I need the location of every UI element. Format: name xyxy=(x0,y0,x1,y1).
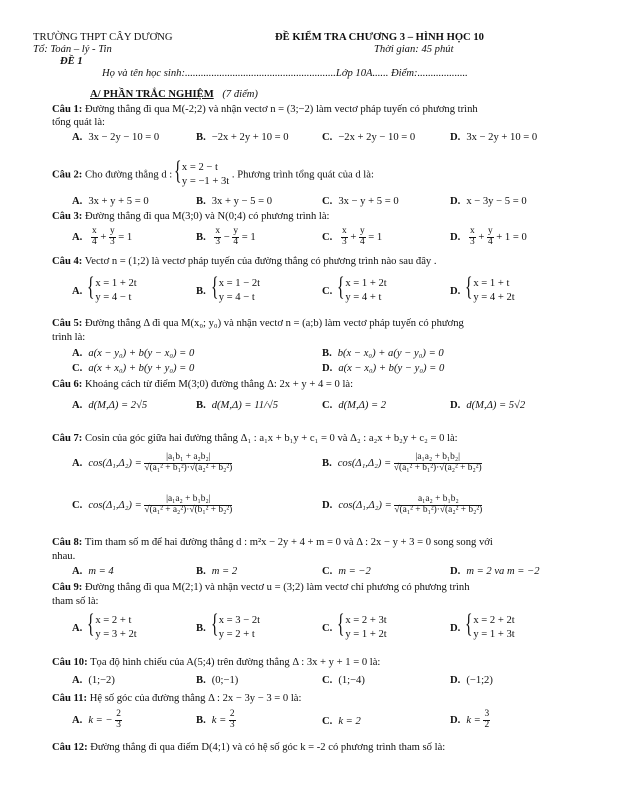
school-name: TRƯỜNG THPT CÂY DƯƠNG xyxy=(33,32,173,43)
option-a: A. { x = 1 + 2t y = 4 − t xyxy=(72,277,137,306)
option-d: D. x − 3y − 5 = 0 xyxy=(450,196,527,207)
question-text: Vectơ n = (1;2) là vectơ pháp tuyến của đường thẳng có phương trình nào sau đây . xyxy=(84,256,437,267)
option-c: C. { x = 2 + 3t y = 1 + 2t xyxy=(322,614,387,643)
option-d: D. cos(Δ₁,Δ₂) = $\frac{\text{a₁a₂ + b₁b₂}}{\text{√(a₁² + b₁²)·√(a₂² + b₂²)}}$ xyxy=(322,494,483,515)
option-d: D. a(x − x₀) + b(y − y₀) = 0 xyxy=(322,363,445,374)
question-5 xyxy=(52,318,464,330)
question-label: Câu 10: xyxy=(52,657,88,668)
section-title-text: A/ PHẦN TRẮC NGHIỆM xyxy=(90,89,214,100)
question-6 xyxy=(52,379,353,391)
question-3 xyxy=(52,211,330,223)
student-info-line: Họ và tên học sinh:.........................................................Lớp 10A...... Điểm:................... xyxy=(102,68,468,79)
option-c: C. −2x + 2y − 10 = 0 xyxy=(322,132,416,143)
option-b: B. d(M,Δ) = 11/√5 xyxy=(196,400,279,411)
option-a: A. { x = 2 + t y = 3 + 2t xyxy=(72,614,137,643)
option-a: A. a(x − y₀) + b(y − x₀) = 0 xyxy=(72,348,195,359)
option-d: D. k = $\frac{3}{2}$ xyxy=(450,709,490,730)
question-text: Đường thẳng Δ đi qua M(x₀; y₀) và nhận vectơ n = (a;b) làm vectơ pháp tuyến có phương xyxy=(84,318,464,329)
question-label: Câu 8: xyxy=(52,537,83,548)
question-12 xyxy=(52,742,445,754)
option-d: D. $\frac{x}{3}$ + $\frac{y}{4}$ + 1 = 0 xyxy=(450,226,527,247)
option-d: D. d(M,Δ) = 5√2 xyxy=(450,400,526,411)
question-text: Tìm tham số m để hai đường thẳng d : m²x − 2y + 4 + m = 0 và Δ : 2x − y + 3 = 0 song song với xyxy=(84,537,493,548)
question-text: Hệ số góc của đường thẳng Δ : 2x − 3y − 3 = 0 là: xyxy=(89,693,302,704)
question-1 xyxy=(52,104,478,116)
option-b: B. cos(Δ₁,Δ₂) = $\frac{\text{|a₁a₂ + b₁b₂|}}{\text{√(a₁² + b₁²)·√(a₂² + b₂²)}}$ xyxy=(322,452,482,473)
option-d: D. { x = 1 + t y = 4 + 2t xyxy=(450,277,515,306)
question-label: Câu 7: xyxy=(52,433,83,444)
question-text: Đường thẳng đi qua M(-2;2) và nhận vectơ n = (3;−2) làm vectơ pháp tuyến có phương trình xyxy=(84,104,478,115)
question-label: Câu 12: xyxy=(52,742,88,753)
section-title xyxy=(90,89,258,101)
question-8 xyxy=(52,537,493,549)
question-2: Câu 2: Cho đường thẳng d : { x = 2 − t y = −1 + 3t . Phương trình tổng quát của d là: xyxy=(52,161,374,190)
option-a: A. m = 4 xyxy=(72,566,114,577)
section-points: (7 điểm) xyxy=(222,89,258,100)
question-text: Khoảng cách từ điểm M(3;0) đường thẳng Δ: 2x + y + 4 = 0 là: xyxy=(84,379,354,390)
question-text-cont: trình là: xyxy=(52,332,86,343)
option-d: D. m = 2 va m = −2 xyxy=(450,566,540,577)
option-a: A. 3x − 2y − 10 = 0 xyxy=(72,132,160,143)
question-label: Câu 4: xyxy=(52,256,83,267)
option-a: A. $\frac{x}{4}$ + $\frac{y}{3}$ = 1 xyxy=(72,226,133,247)
department: Tổ: Toán – lý - Tin xyxy=(33,44,112,55)
option-c: C. (1;−4) xyxy=(322,675,365,686)
question-label: Câu 5: xyxy=(52,318,83,329)
option-a: A. cos(Δ₁,Δ₂) = $\frac{\text{|a₁b₁ + a₂b₂|}}{\text{√(a₁² + b₁²)·√(a₂² + b₂²)}}$ xyxy=(72,452,233,473)
option-c: C. $\frac{x}{3}$ + $\frac{y}{4}$ = 1 xyxy=(322,226,383,247)
option-a: A. (1;−2) xyxy=(72,675,115,686)
exam-code: ĐỀ 1 xyxy=(60,56,83,67)
option-c: C. k = 2 xyxy=(322,716,361,727)
option-c: C. 3x − y + 5 = 0 xyxy=(322,196,399,207)
option-a: A. k = − $\frac{2}{3}$ xyxy=(72,709,121,730)
option-d: D. 3x − 2y + 10 = 0 xyxy=(450,132,538,143)
option-b: B. $\frac{x}{3}$ − $\frac{y}{4}$ = 1 xyxy=(196,226,256,247)
question-label: Câu 9: xyxy=(52,582,83,593)
option-b: B. b(x − x₀) + a(y − y₀) = 0 xyxy=(322,348,444,359)
option-b: B. k = $\frac{2}{3}$ xyxy=(196,709,235,730)
exam-time: Thời gian: 45 phút xyxy=(374,44,454,55)
option-c: C. { x = 1 + 2t y = 4 + t xyxy=(322,277,387,306)
question-11 xyxy=(52,693,301,705)
option-b: B. m = 2 xyxy=(196,566,238,577)
question-label: Câu 11: xyxy=(52,693,88,704)
option-c: C. d(M,Δ) = 2 xyxy=(322,400,387,411)
option-a: A. 3x + y + 5 = 0 xyxy=(72,196,149,207)
option-b: B. { x = 1 − 2t y = 4 − t xyxy=(196,277,260,306)
exam-title: ĐỀ KIỂM TRA CHƯƠNG 3 – HÌNH HỌC 10 xyxy=(275,32,484,43)
question-text: Đường thẳng đi qua điểm D(4;1) và có hệ số góc k = -2 có phương trình tham số là: xyxy=(90,742,446,753)
question-label: Câu 6: xyxy=(52,379,83,390)
option-c: C. m = −2 xyxy=(322,566,371,577)
question-text: Đường thẳng đi qua M(3;0) và N(0;4) có phương trình là: xyxy=(84,211,330,222)
question-text: Đường thẳng đi qua M(2;1) và nhận vectơ u = (3;2) làm vectơ chỉ phương có phương trình xyxy=(84,582,470,593)
question-text-cont: tổng quát là: xyxy=(52,117,105,128)
option-b: B. { x = 3 − 2t y = 2 + t xyxy=(196,614,260,643)
question-label: Câu 3: xyxy=(52,211,83,222)
question-label: Câu 1: xyxy=(52,104,83,115)
question-4 xyxy=(52,256,437,268)
option-d: D. { x = 2 + 2t y = 1 + 3t xyxy=(450,614,515,643)
option-b: B. 3x + y − 5 = 0 xyxy=(196,196,273,207)
option-c: C. a(x + x₀) + b(y + y₀) = 0 xyxy=(72,363,195,374)
option-c: C. cos(Δ₁,Δ₂) = $\frac{\text{|a₁a₂ + b₁b₂|}}{\text{√(a₁² + a₂²)·√(b₁² + b₂²)}}$ xyxy=(72,494,233,515)
option-a: A. d(M,Δ) = 2√5 xyxy=(72,400,148,411)
question-text-cont: nhau. xyxy=(52,551,76,562)
question-7 xyxy=(52,433,458,445)
option-b: B. −2x + 2y + 10 = 0 xyxy=(196,132,289,143)
question-9 xyxy=(52,582,470,594)
question-text: Cosin của góc giữa hai đường thẳng Δ₁ : a₁x + b₁y + c₁ = 0 và Δ₂ : a₂x + b₂y + c₂ = 0 là: xyxy=(84,433,458,444)
question-text: Tọa độ hình chiếu của A(5;4) trên đường thẳng Δ : 3x + y + 1 = 0 là: xyxy=(90,657,381,668)
question-text-cont: tham số là: xyxy=(52,596,99,607)
question-label: Câu 2: xyxy=(52,169,83,181)
option-b: B. (0;−1) xyxy=(196,675,239,686)
option-d: D. (−1;2) xyxy=(450,675,493,686)
parametric-system: { x = 2 − t y = −1 + 3t xyxy=(175,161,229,190)
question-10 xyxy=(52,657,380,669)
